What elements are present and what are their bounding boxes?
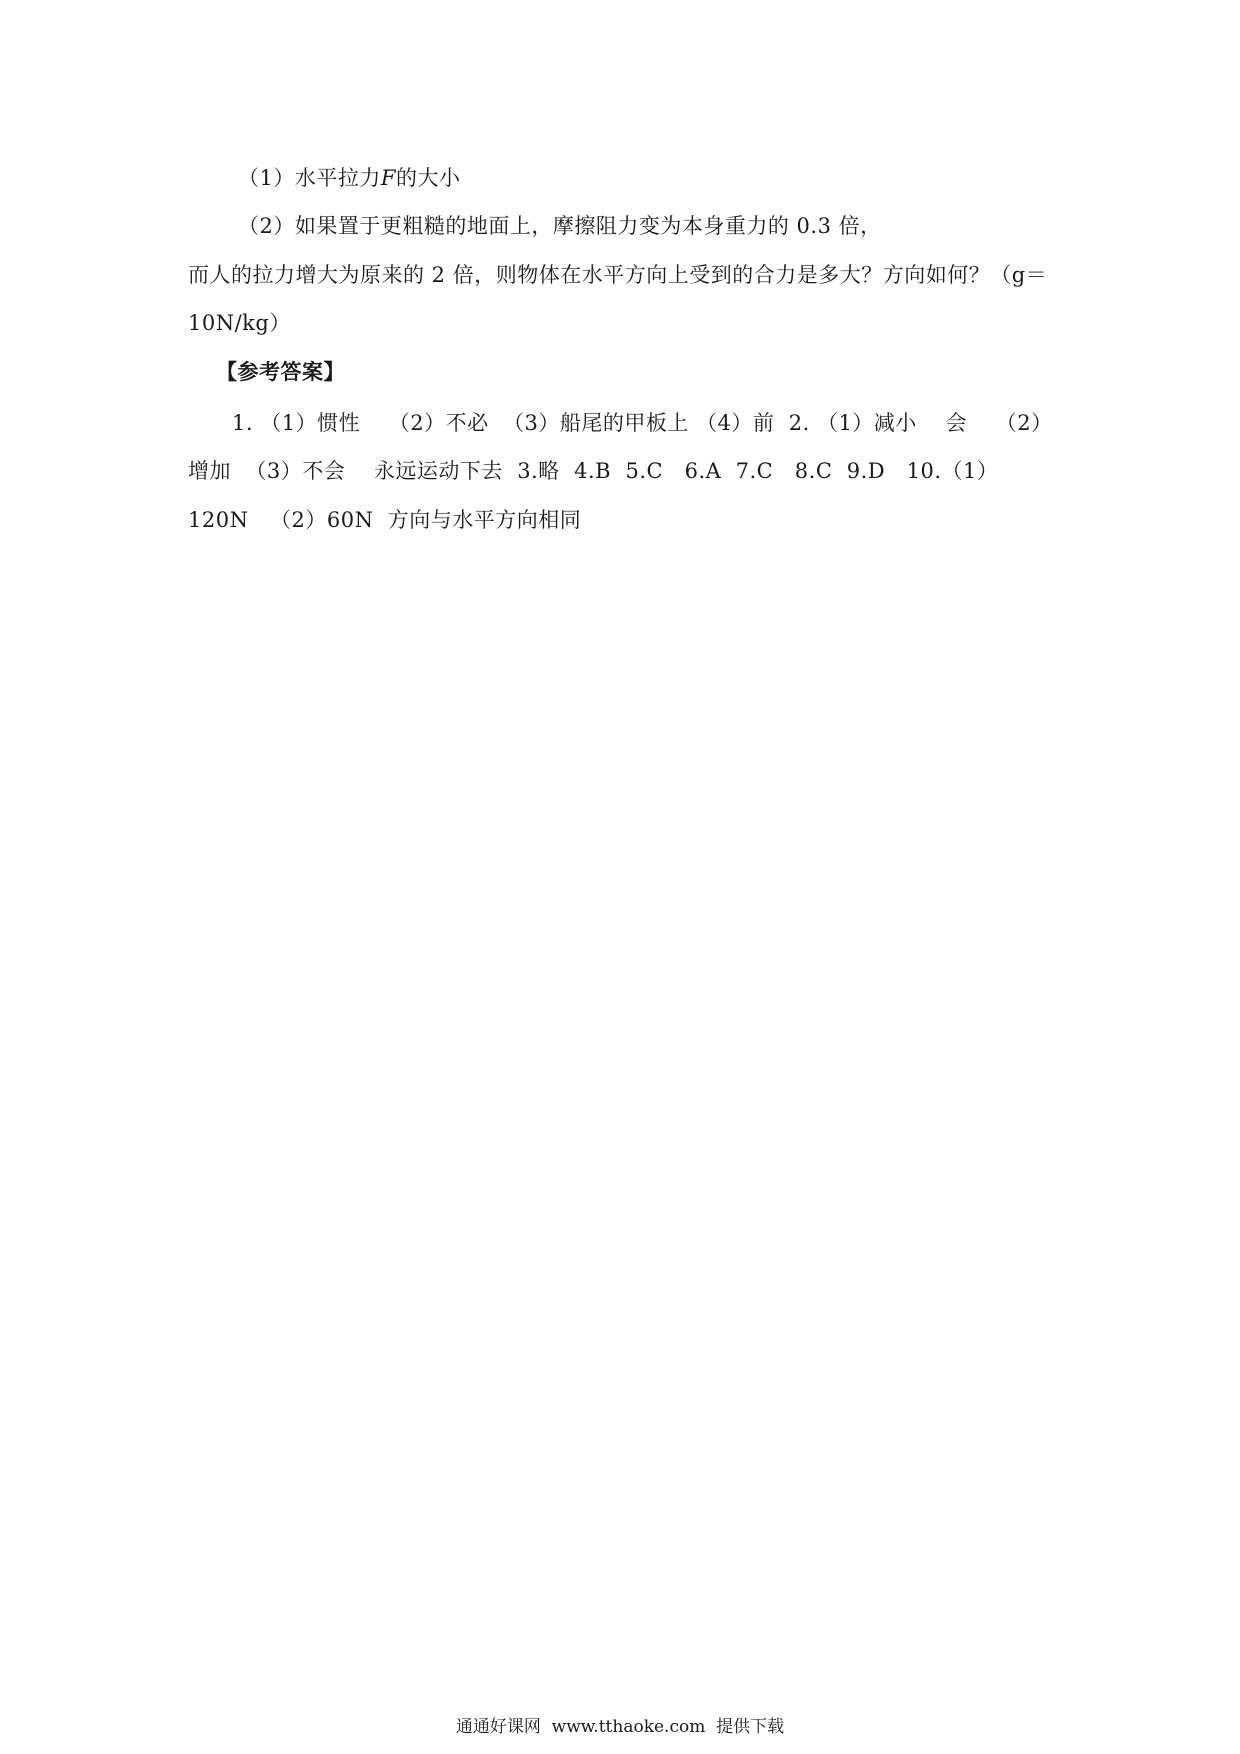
question-part-2-line-2: 而人的拉力增大为原来的 2 倍，则物体在水平方向上受到的合力是多大？方向如何？（g＝: [188, 263, 1048, 287]
question-part-1: [238, 164, 460, 192]
question-part-2-line-3: 10N/kg）: [188, 311, 291, 335]
force-variable: F: [380, 166, 396, 190]
question-part-1-suffix: 的大小: [395, 166, 461, 190]
answers-line-3: 120N （2）60N 方向与水平方向相同: [188, 508, 582, 532]
question-part-1-prefix: （1）水平拉力: [238, 166, 381, 190]
answers-line-1: 1. （1）惯性 （2）不必 （3）船尾的甲板上 （4）前 2. （1）减小 会 （2）: [232, 411, 1053, 435]
answers-heading: 【参考答案】: [216, 359, 345, 384]
page-footer: 通通好课网 www.tthaoke.com 提供下载: [455, 1717, 785, 1737]
question-part-2-line-1: （2）如果置于更粗糙的地面上，摩擦阻力变为本身重力的 0.3 倍，: [238, 214, 882, 238]
answers-line-2: 增加 （3）不会 永远运动下去 3.略 4.B 5.C 6.A 7.C 8.C 9.D 10.（1）: [188, 459, 999, 483]
